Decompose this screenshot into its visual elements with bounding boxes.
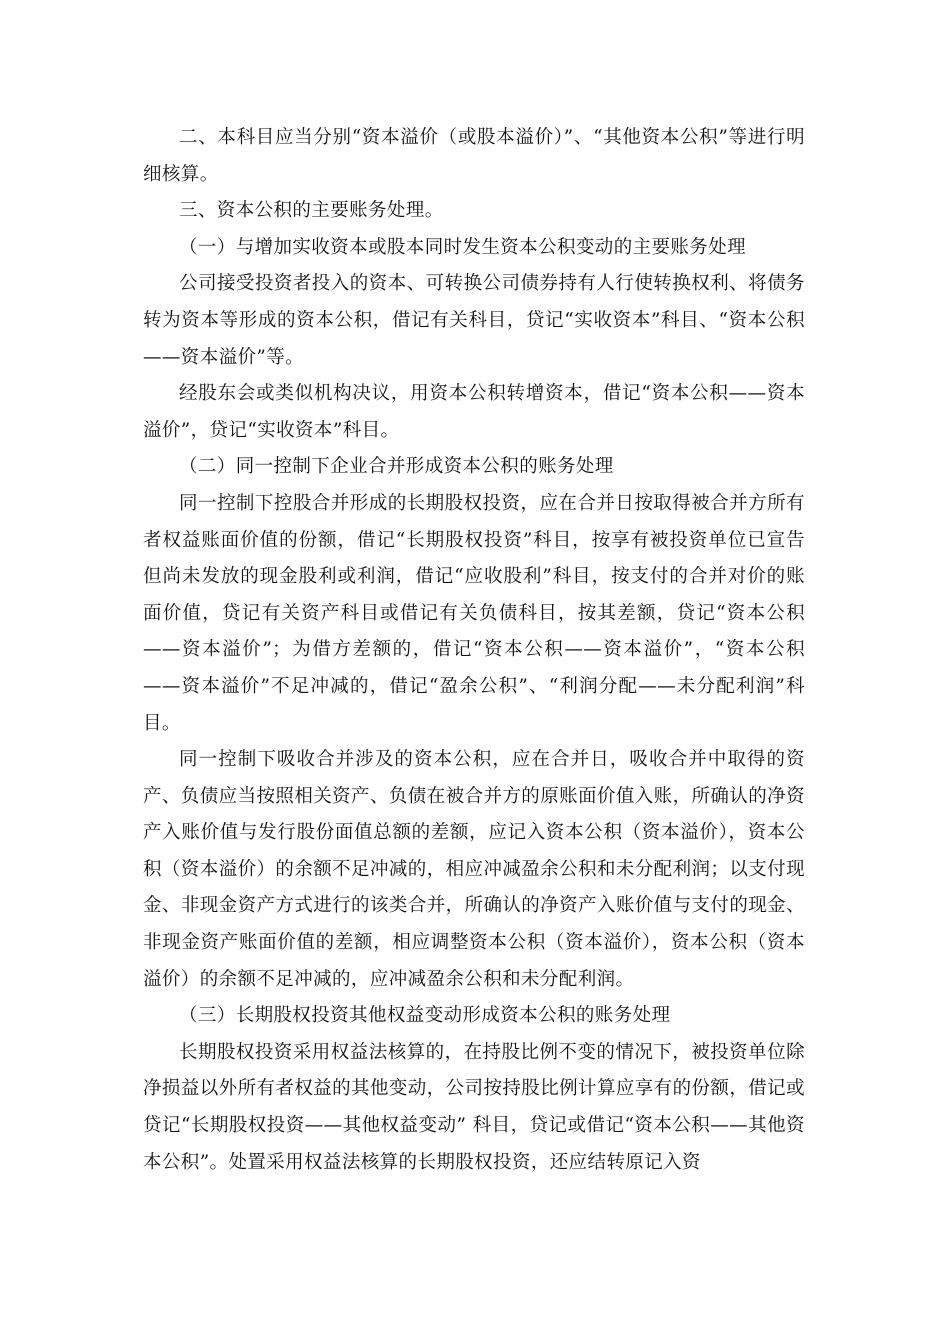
paragraph-holding-merger: 同一控制下控股合并形成的长期股权投资，应在合并日按取得被合并方所有者权益账面价值的份额，借记“长期股权投资”科目，按享有被投资单位已宣告但尚未发放的现金股利或利润，借记“应收股利”科目，按支付的合并对价的账面价值，贷记有关资产科目或借记有关负债科目，按其差额，贷记“资本公积——资本溢价”；为借方差额的，借记“资本公积——资本溢价”，“资本公积——资本溢价”不足冲减的，借记“盈余公积”、“利润分配——未分配利润”科目。 <box>143 492 805 734</box>
subheading-2-common-control-merger: （二）同一控制下企业合并形成资本公积的账务处理 <box>179 456 614 478</box>
paragraph-investor-capital: 公司接受投资者投入的资本、可转换公司债券持有人行使转换权利、将债务转为资本等形成的资本公积，借记有关科目，贷记“实收资本”科目、“资本公积——资本溢价”等。 <box>143 273 805 368</box>
subheading-3-equity-changes: （三）长期股权投资其他权益变动形成资本公积的账务处理 <box>179 1005 671 1027</box>
paragraph-capital-conversion: 经股东会或类似机构决议，用资本公积转增资本，借记“资本公积——资本溢价”，贷记“实收资本”科目。 <box>143 383 805 441</box>
paragraph-absorption-merger: 同一控制下吸收合并涉及的资本公积，应在合并日，吸收合并中取得的资产、负债应当按照相关资产、负债在被合并方的原账面价值入账，所确认的净资产入账价值与发行股份面值总额的差额，应记入资本公积（资本溢价），资本公积（资本溢价）的余额不足冲减的，相应冲减盈余公积和未分配利润；以支付现金、非现金资产方式进行的该类合并，所确认的净资产入账价值与支付的现金、非现金资产账面价值的差额，相应调整资本公积（资本溢价），资本公积（资本溢价）的余额不足冲减的，应冲减盈余公积和未分配利润。 <box>143 749 805 990</box>
paragraph-item-2-subaccounts: 二、本科目应当分别“资本溢价（或股本溢价）”、“其他资本公积”等进行明细核算。 <box>143 127 805 185</box>
paragraph-equity-method: 长期股权投资采用权益法核算的，在持股比例不变的情况下，被投资单位除净损益以外所有者权益的其他变动，公司按持股比例计算应享有的份额，借记或贷记“长期股权投资——其他权益变动” 科目，贷记或借记“资本公积——其他资本公积”。处置采用权益法核算的长期股权投资，还应结转原记入资 <box>143 1041 805 1173</box>
document-body <box>143 120 805 1181</box>
subheading-1-capital-increase: （一）与增加实收资本或股本同时发生资本公积变动的主要账务处理 <box>179 236 747 258</box>
section-heading-3-main-accounting: 三、资本公积的主要账务处理。 <box>179 200 444 222</box>
